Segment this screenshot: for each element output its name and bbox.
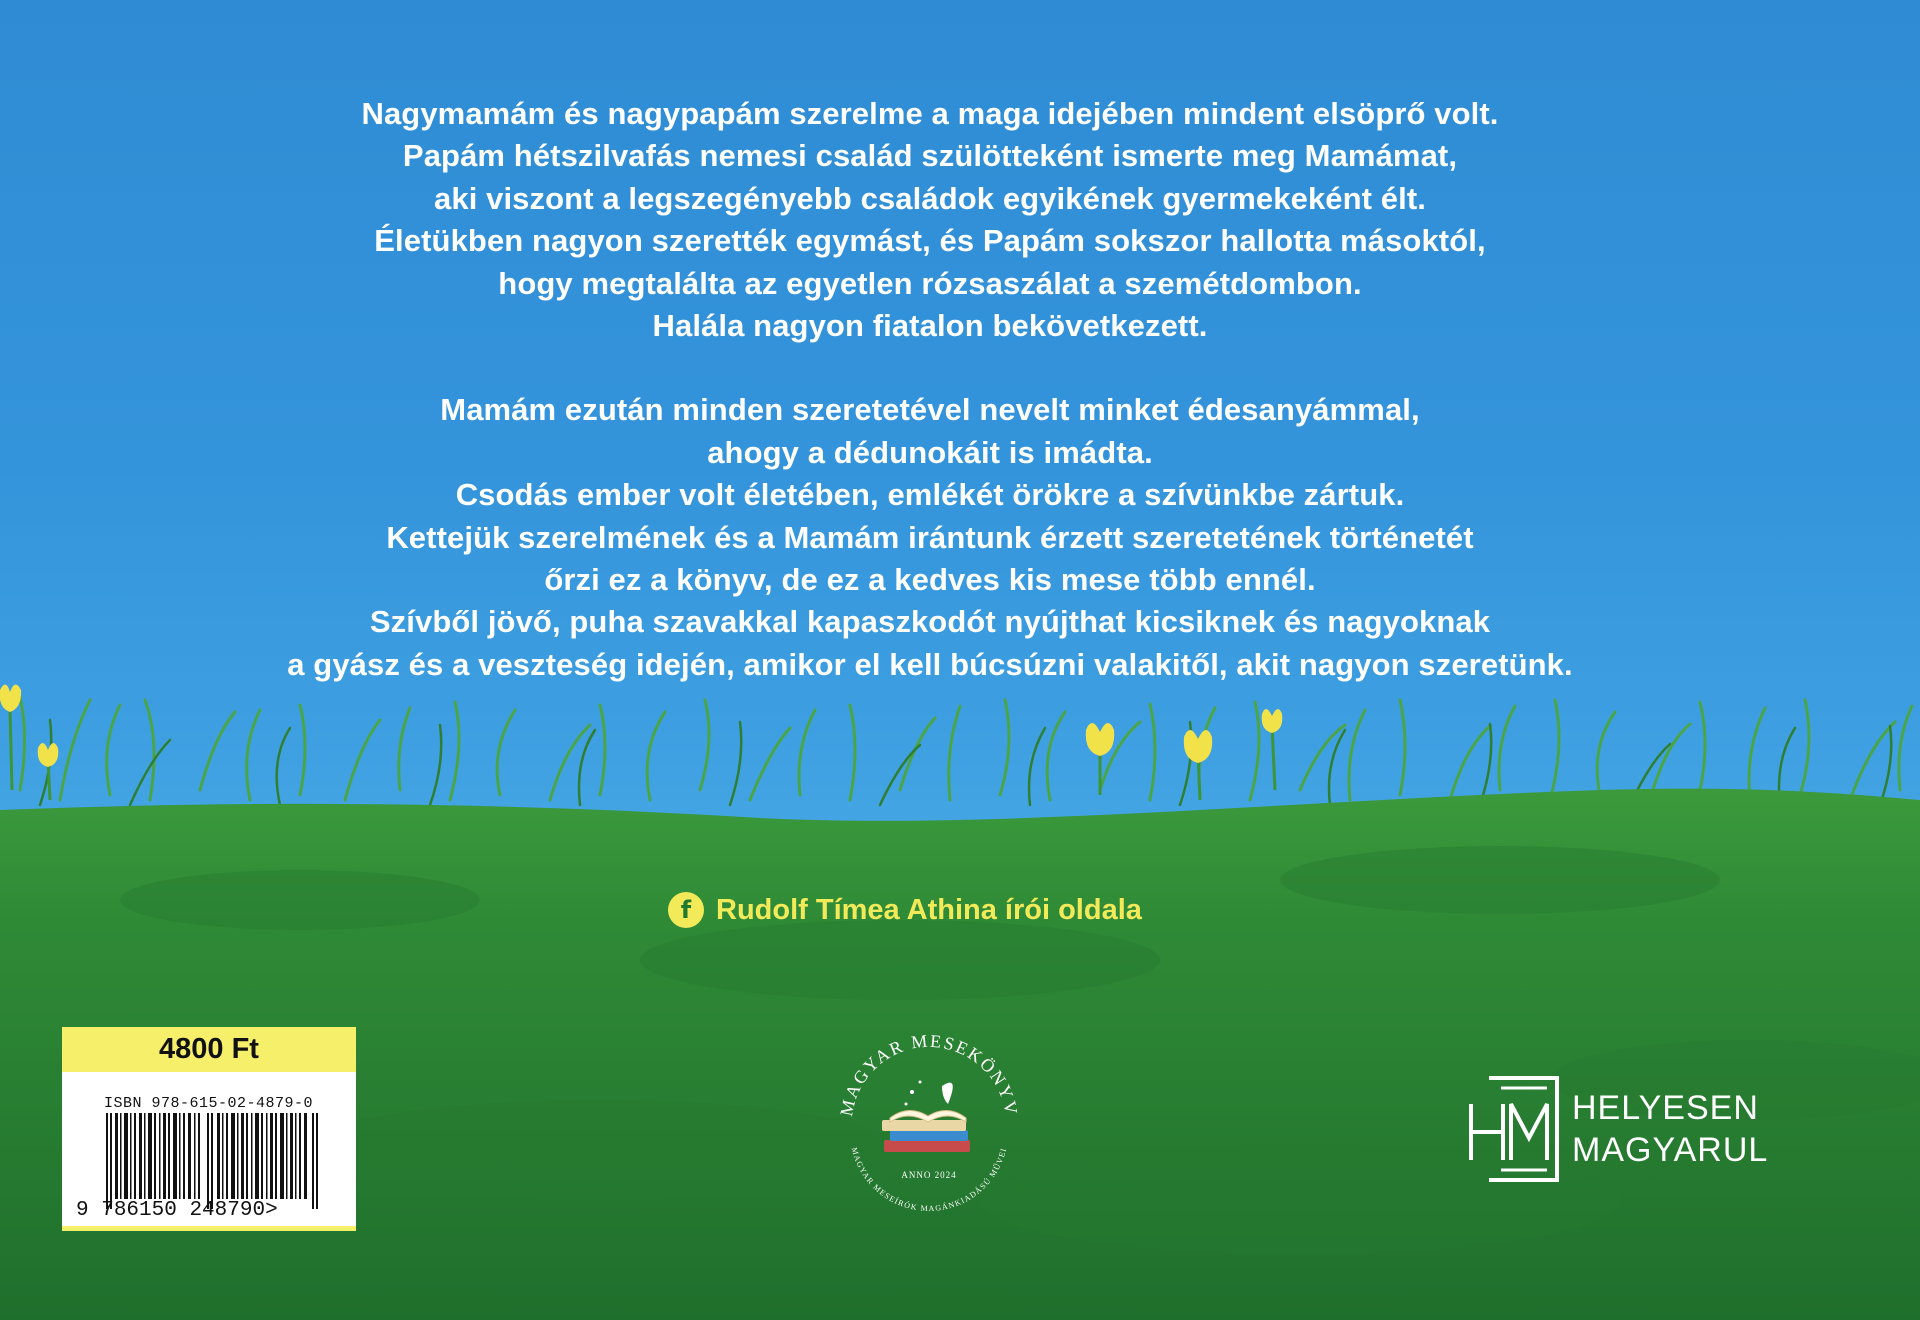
publisher-line-2: MAGYARUL <box>1572 1131 1769 1169</box>
publisher-line-1: HELYESEN <box>1572 1089 1759 1127</box>
book-stack-icon <box>882 1081 970 1153</box>
barcode-end-mark: > <box>265 1199 278 1222</box>
barcode-right-digits: 248790 <box>189 1199 266 1222</box>
seal-top-text: MAGYAR MESEKÖNYV <box>836 1030 1022 1118</box>
blurb-paragraph-2 <box>190 389 1670 686</box>
flower <box>0 684 21 790</box>
author-facebook-link[interactable] <box>668 890 1142 930</box>
price-barcode-box <box>62 1027 356 1231</box>
publisher-name <box>1572 1087 1768 1171</box>
barcode-digits <box>76 1199 352 1222</box>
magyar-mesekonyv-seal <box>820 1012 1038 1230</box>
isbn-label: ISBN 978-615-02-4879-0 <box>104 1095 314 1112</box>
flower <box>1184 730 1212 800</box>
blurb-line: Csodás ember volt életében, emlékét örökre a szívünkbe zártuk. <box>455 477 1405 513</box>
blurb-line: ahogy a dédunokáit is imádta. <box>707 434 1153 470</box>
seal-year: ANNO 2024 <box>901 1170 957 1180</box>
grass-blades <box>18 690 1912 800</box>
flower <box>38 743 59 800</box>
blurb-line: őrzi ez a könyv, de ez a kedves kis mese több ennél. <box>544 562 1316 598</box>
blurb-line: hogy megtalálta az egyetlen rózsaszálat a szemétdombon. <box>498 265 1362 301</box>
facebook-label: Rudolf Tímea Athina írói oldala <box>716 893 1142 926</box>
blurb-paragraph-1 <box>190 93 1670 347</box>
blurb-line: Halála nagyon fiatalon bekövetkezett. <box>652 308 1208 344</box>
blurb-line: Mamám ezután minden szeretetével nevelt minket édesanyámmal, <box>440 392 1420 428</box>
barcode-first-digit: 9 <box>76 1199 89 1222</box>
facebook-icon: f <box>668 892 704 928</box>
helyesen-magyarul-logo <box>1465 1074 1805 1184</box>
blurb-line: a gyász és a veszteség idején, amikor el kell búcsúzni valakitől, akit nagyon szeretünk. <box>287 646 1573 682</box>
hm-monogram-icon <box>1465 1074 1565 1184</box>
blurb-line: Kettejük szerelmének és a Mamám irántunk érzett szeretetének történetét <box>386 519 1474 555</box>
price-box-bottom-stripe <box>62 1226 356 1231</box>
price-label: 4800 Ft <box>62 1027 356 1072</box>
yellow-flowers <box>0 684 1282 800</box>
blurb-line: Életükben nagyon szerették egymást, és Papám sokszor hallotta másoktól, <box>374 223 1486 259</box>
flower <box>1086 723 1114 795</box>
flower <box>1262 709 1283 790</box>
seal-bottom-text: MAGYAR MESEÍRÓK MAGÁNKIADÁSÚ MŰVEI <box>849 1146 1009 1214</box>
barcode-left-digits: 786150 <box>101 1199 177 1222</box>
back-cover-blurb <box>190 93 1670 686</box>
blurb-line: Szívből jövő, puha szavakkal kapaszkodót nyújthat kicsiknek és nagyoknak <box>369 604 1491 640</box>
paragraph-gap <box>190 347 1670 389</box>
blurb-line: aki viszont a legszegényebb családok egyikének gyermekeként élt. <box>434 180 1426 216</box>
barcode <box>106 1113 318 1209</box>
blurb-line: Papám hétszilvafás nemesi család szülötteként ismerte meg Mamámat, <box>402 138 1458 174</box>
blurb-line: Nagymamám és nagypapám szerelme a maga idejében mindent elsöprő volt. <box>361 96 1499 131</box>
